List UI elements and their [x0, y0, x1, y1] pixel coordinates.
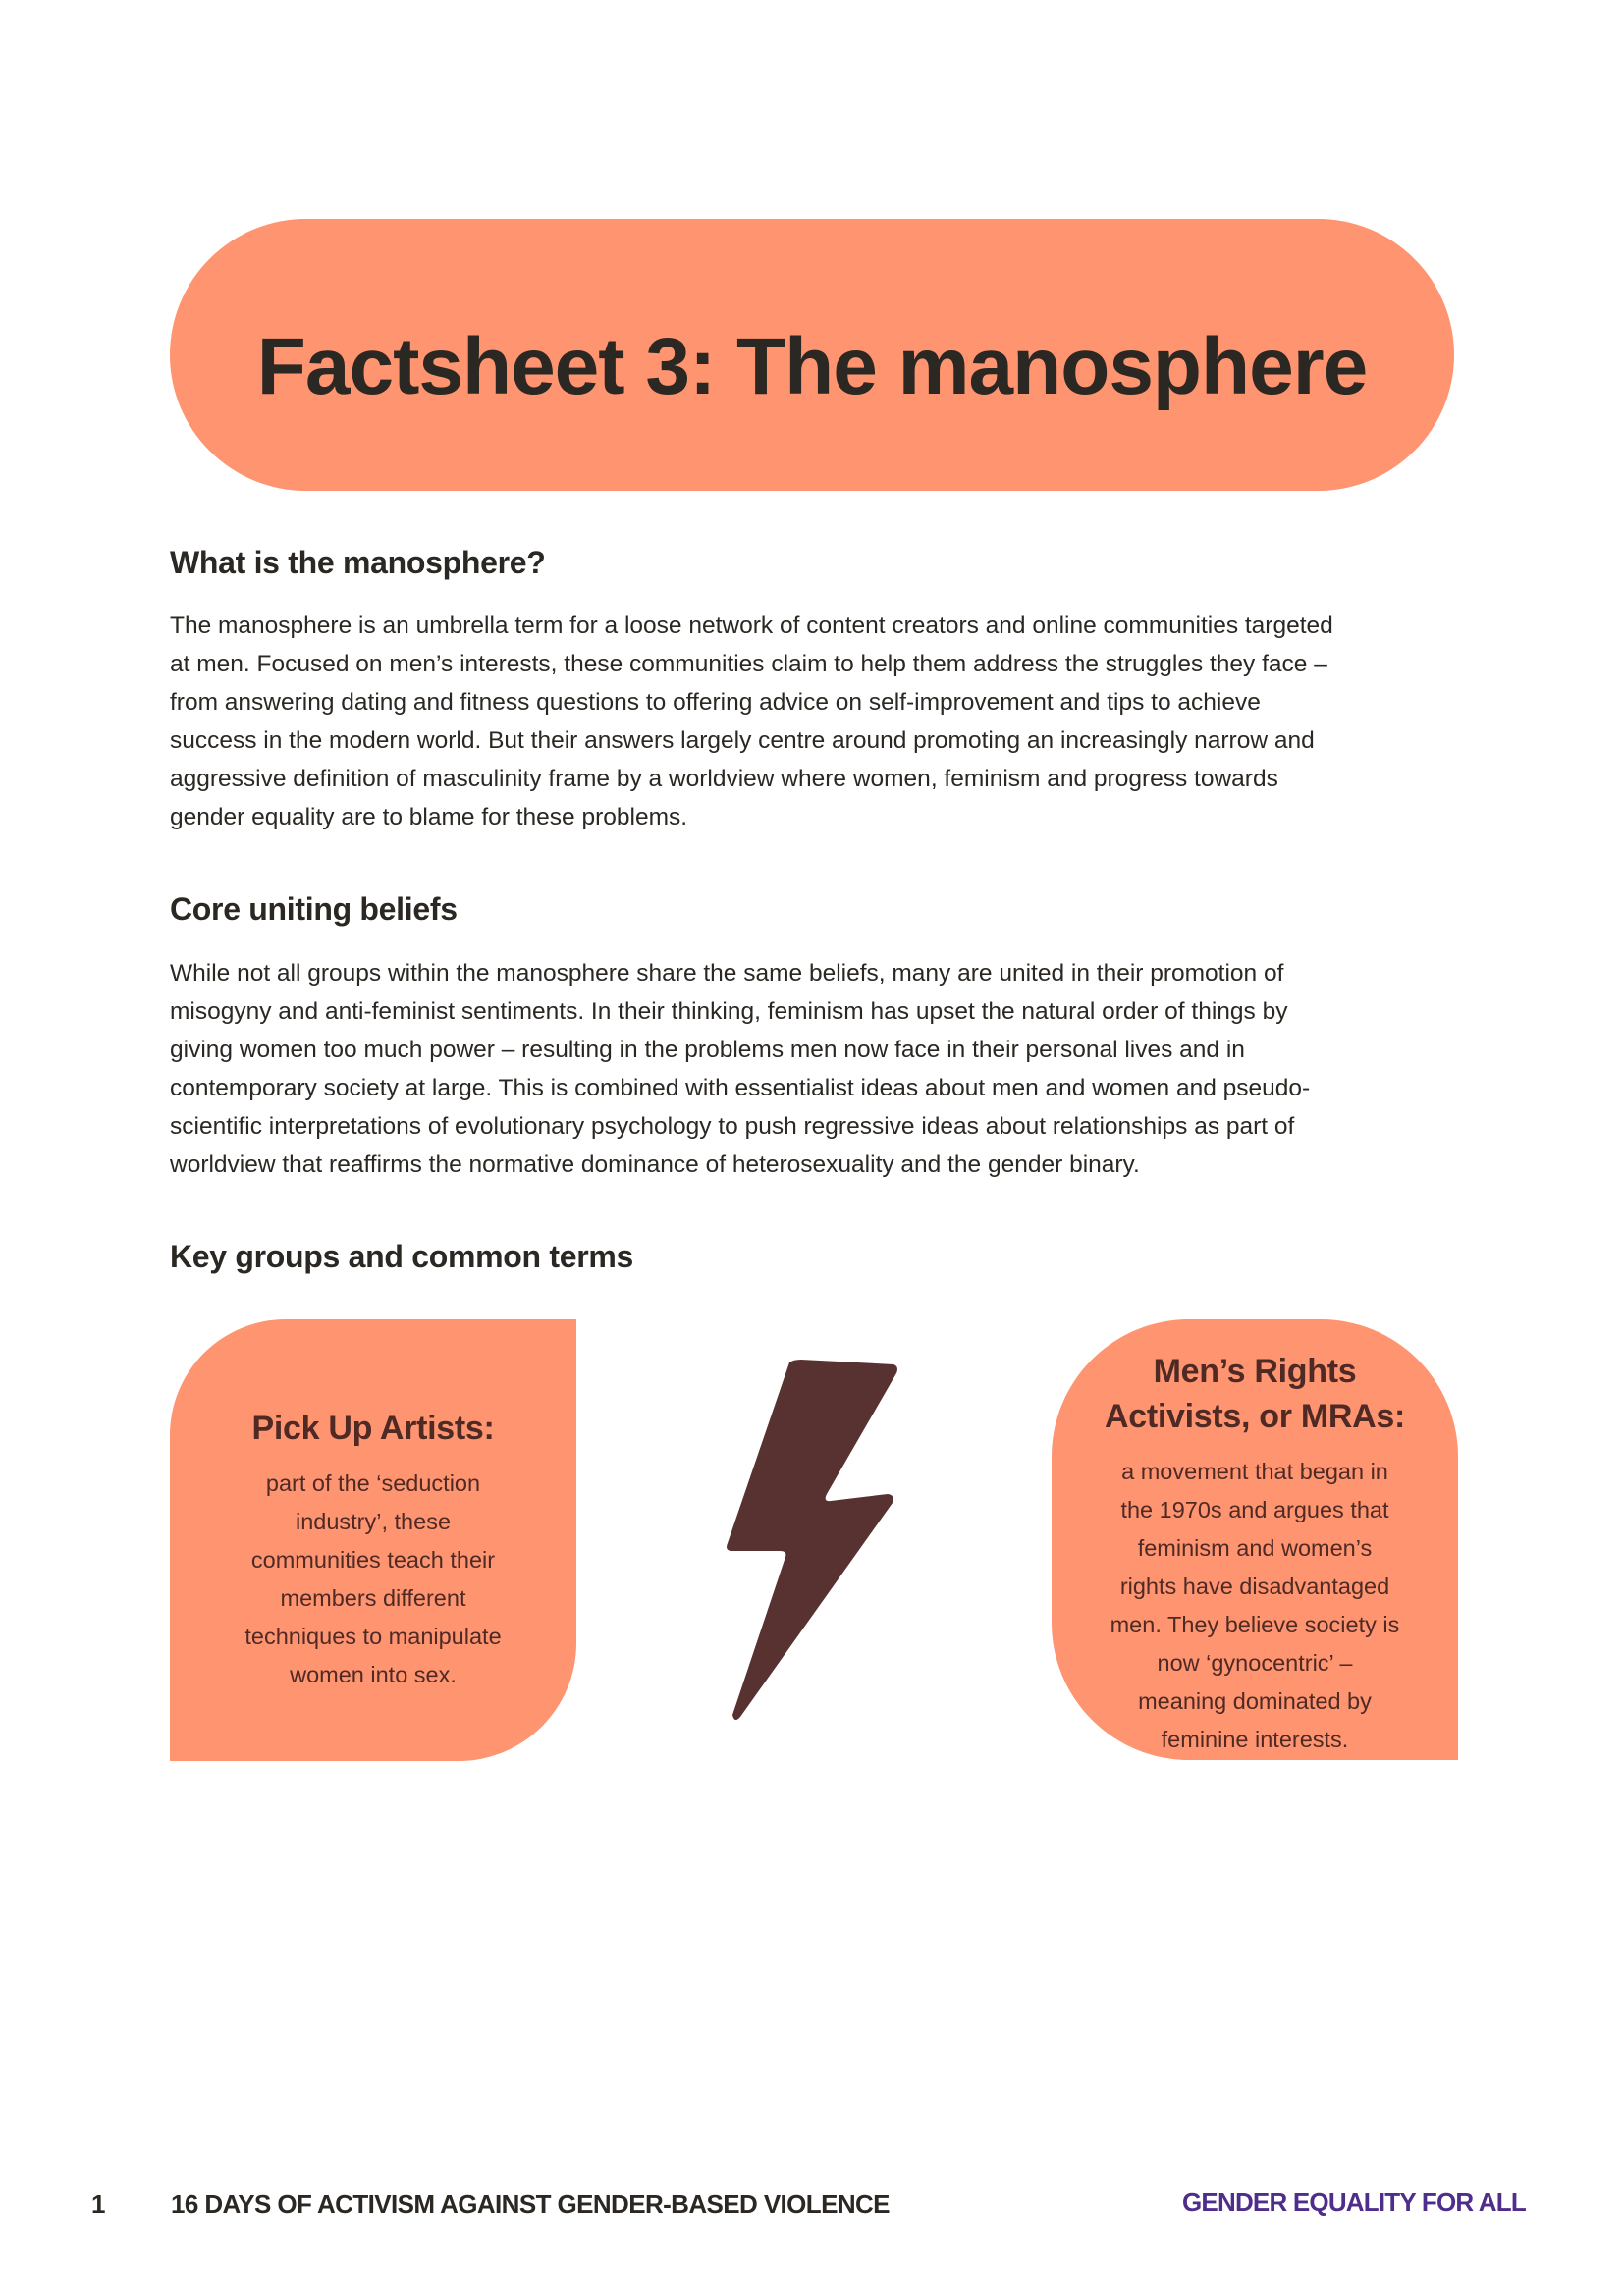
card-pick-up-artists: [170, 1319, 576, 1761]
section-heading-what-is: What is the manosphere?: [170, 545, 546, 580]
text-line: aggressive definition of masculinity frame by a worldview where women, feminism and progress towards: [170, 766, 1278, 792]
text-line: industry’, these: [295, 1509, 452, 1534]
text-line: men. They believe society is: [1110, 1612, 1400, 1637]
text-line: rights have disadvantaged: [1119, 1574, 1390, 1599]
text-line: the 1970s and argues that: [1120, 1497, 1389, 1522]
text-line: from answering dating and fitness questions to offering advice on self-improvement and tips to achieve: [170, 689, 1261, 716]
text-line: communities teach their: [250, 1547, 496, 1573]
page-title: Factsheet 3: The manosphere: [256, 321, 1368, 411]
text-line: scientific interpretations of evolutionary psychology to push regressive ideas about relationships as part of: [170, 1113, 1295, 1140]
card-mens-rights-activists: [1052, 1319, 1458, 1760]
text-line: contemporary society at large. This is combined with essentialist ideas about men and women and pseudo-: [170, 1075, 1311, 1101]
text-line: meaning dominated by: [1138, 1688, 1372, 1714]
text-line: at men. Focused on men’s interests, these communities claim to help them address the struggles they face –: [170, 651, 1327, 677]
text-line: success in the modern world. But their answers largely centre around promoting an increasingly narrow and: [170, 727, 1315, 754]
text-line: feminine interests.: [1161, 1727, 1349, 1752]
paragraph-core-beliefs: [170, 954, 1486, 1184]
card-description: [170, 1465, 576, 1694]
text-line: now ‘gynocentric’ –: [1157, 1650, 1353, 1676]
section-heading-core-beliefs: Core uniting beliefs: [170, 891, 458, 927]
brand-logo: GENDER EQUALITY FOR ALL: [1182, 2187, 1526, 2216]
text-line: While not all groups within the manosphere share the same beliefs, many are united in their promotion of: [170, 960, 1284, 987]
lightning-bolt-icon: [725, 1359, 901, 1724]
card-description: [1052, 1453, 1458, 1759]
text-line: women into sex.: [290, 1662, 457, 1687]
text-line: a movement that began in: [1121, 1459, 1388, 1484]
footer-campaign-title: 16 DAYS OF ACTIVISM AGAINST GENDER-BASED VIOLENCE: [171, 2189, 890, 2218]
paragraph-what-is: [170, 607, 1486, 836]
page-number: 1: [91, 2189, 106, 2218]
card-title: Pick Up Artists:: [251, 1410, 495, 1447]
text-line: gender equality are to blame for these problems.: [170, 804, 688, 830]
card-title-line: Activists, or MRAs:: [1104, 1398, 1406, 1435]
text-line: The manosphere is an umbrella term for a loose network of content creators and online communities targeted: [170, 613, 1333, 639]
section-heading-key-groups: Key groups and common terms: [170, 1239, 633, 1274]
text-line: feminism and women’s: [1137, 1535, 1373, 1561]
text-line: misogyny and anti-feminist sentiments. In their thinking, feminism has upset the natural order of things by: [170, 998, 1288, 1025]
text-line: giving women too much power – resulting in the problems men now face in their personal lives and in: [170, 1037, 1245, 1063]
text-line: part of the ‘seduction: [265, 1470, 481, 1496]
title-banner: [170, 219, 1454, 491]
text-line: techniques to manipulate: [244, 1624, 502, 1649]
card-title: [1052, 1349, 1458, 1439]
text-line: members different: [280, 1585, 466, 1611]
card-title-line: Men’s Rights: [1153, 1353, 1357, 1390]
text-line: worldview that reaffirms the normative dominance of heterosexuality and the gender binary.: [170, 1151, 1140, 1178]
